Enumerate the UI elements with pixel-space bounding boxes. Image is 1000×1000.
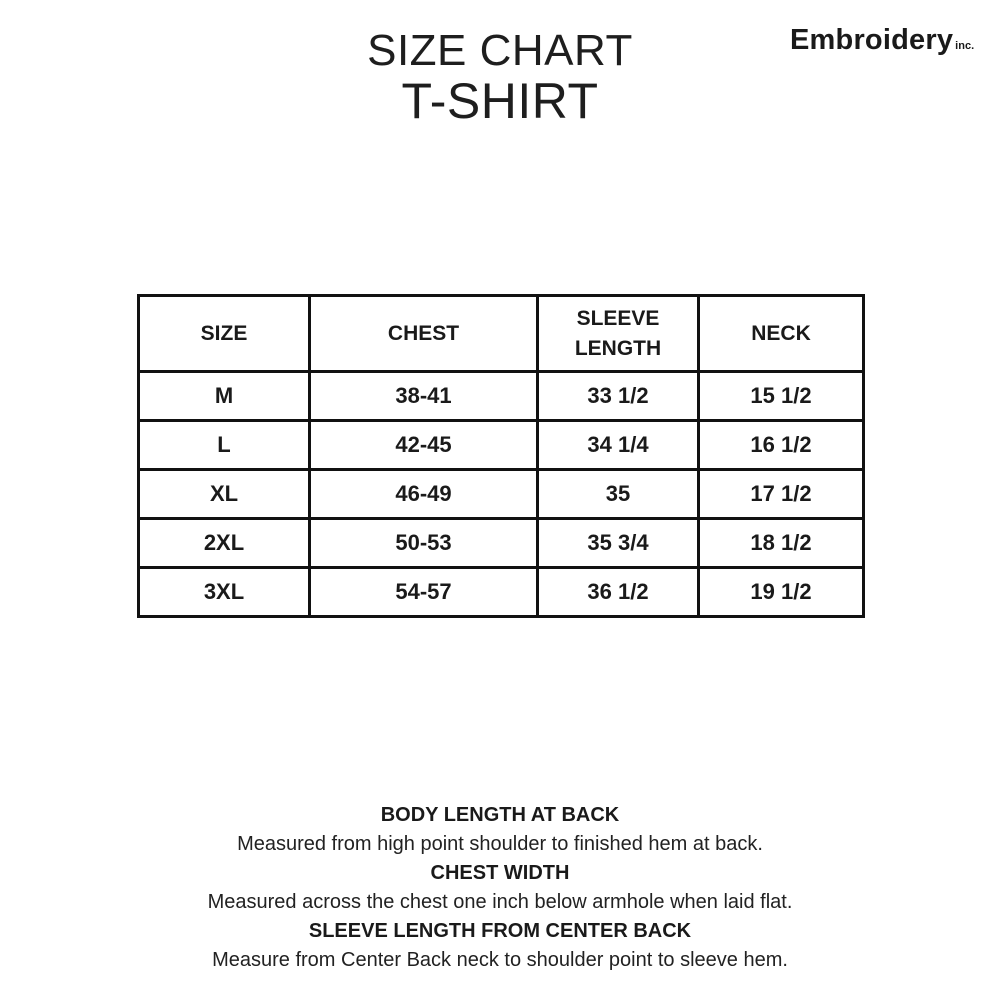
- note-text-chest-width: Measured across the chest one inch below armhole when laid flat.: [207, 891, 793, 913]
- cell-size: M: [139, 372, 310, 421]
- cell-neck: 18 1/2: [699, 519, 864, 568]
- cell-size: 2XL: [139, 519, 310, 568]
- cell-chest: 42-45: [310, 421, 538, 470]
- header-sleeve-length: [538, 296, 699, 372]
- cell-chest: 50-53: [310, 519, 538, 568]
- cell-neck: 19 1/2: [699, 568, 864, 617]
- table-row: [139, 470, 864, 519]
- cell-neck: 17 1/2: [699, 470, 864, 519]
- cell-sleeve-length: 35: [538, 470, 699, 519]
- cell-sleeve-length: 33 1/2: [538, 372, 699, 421]
- cell-size: 3XL: [139, 568, 310, 617]
- header-size: SIZE: [139, 296, 310, 372]
- note-heading-sleeve-length: SLEEVE LENGTH FROM CENTER BACK: [308, 920, 692, 942]
- cell-chest: 46-49: [310, 470, 538, 519]
- table-row: [139, 519, 864, 568]
- cell-chest: 54-57: [310, 568, 538, 617]
- header-sleeve-length-label: SLEEVE LENGTH: [574, 306, 662, 360]
- cell-sleeve-length: 34 1/4: [538, 421, 699, 470]
- cell-chest: 38-41: [310, 372, 538, 421]
- header-chest: CHEST: [310, 296, 538, 372]
- title-product: T-SHIRT: [401, 73, 599, 129]
- cell-neck: 15 1/2: [699, 372, 864, 421]
- cell-size: L: [139, 421, 310, 470]
- note-text-body-length: Measured from high point shoulder to finished hem at back.: [237, 833, 763, 855]
- note-text-sleeve-length: Measure from Center Back neck to shoulder point to sleeve hem.: [212, 949, 788, 971]
- table-row: [139, 568, 864, 617]
- size-table: [137, 294, 865, 618]
- table-header-row: [139, 296, 864, 372]
- title-size-chart: SIZE CHART: [367, 26, 633, 75]
- logo-wordmark: Embroidery: [790, 24, 954, 56]
- header-neck: NECK: [699, 296, 864, 372]
- table-row: [139, 421, 864, 470]
- cell-sleeve-length: 35 3/4: [538, 519, 699, 568]
- table-row: [139, 372, 864, 421]
- cell-size: XL: [139, 470, 310, 519]
- note-heading-chest-width: CHEST WIDTH: [430, 862, 570, 884]
- logo-suffix: inc.: [955, 40, 975, 52]
- cell-neck: 16 1/2: [699, 421, 864, 470]
- note-heading-body-length: BODY LENGTH AT BACK: [380, 804, 620, 826]
- cell-sleeve-length: 36 1/2: [538, 568, 699, 617]
- brand-logo: [790, 24, 974, 64]
- measurement-notes: [0, 801, 1000, 975]
